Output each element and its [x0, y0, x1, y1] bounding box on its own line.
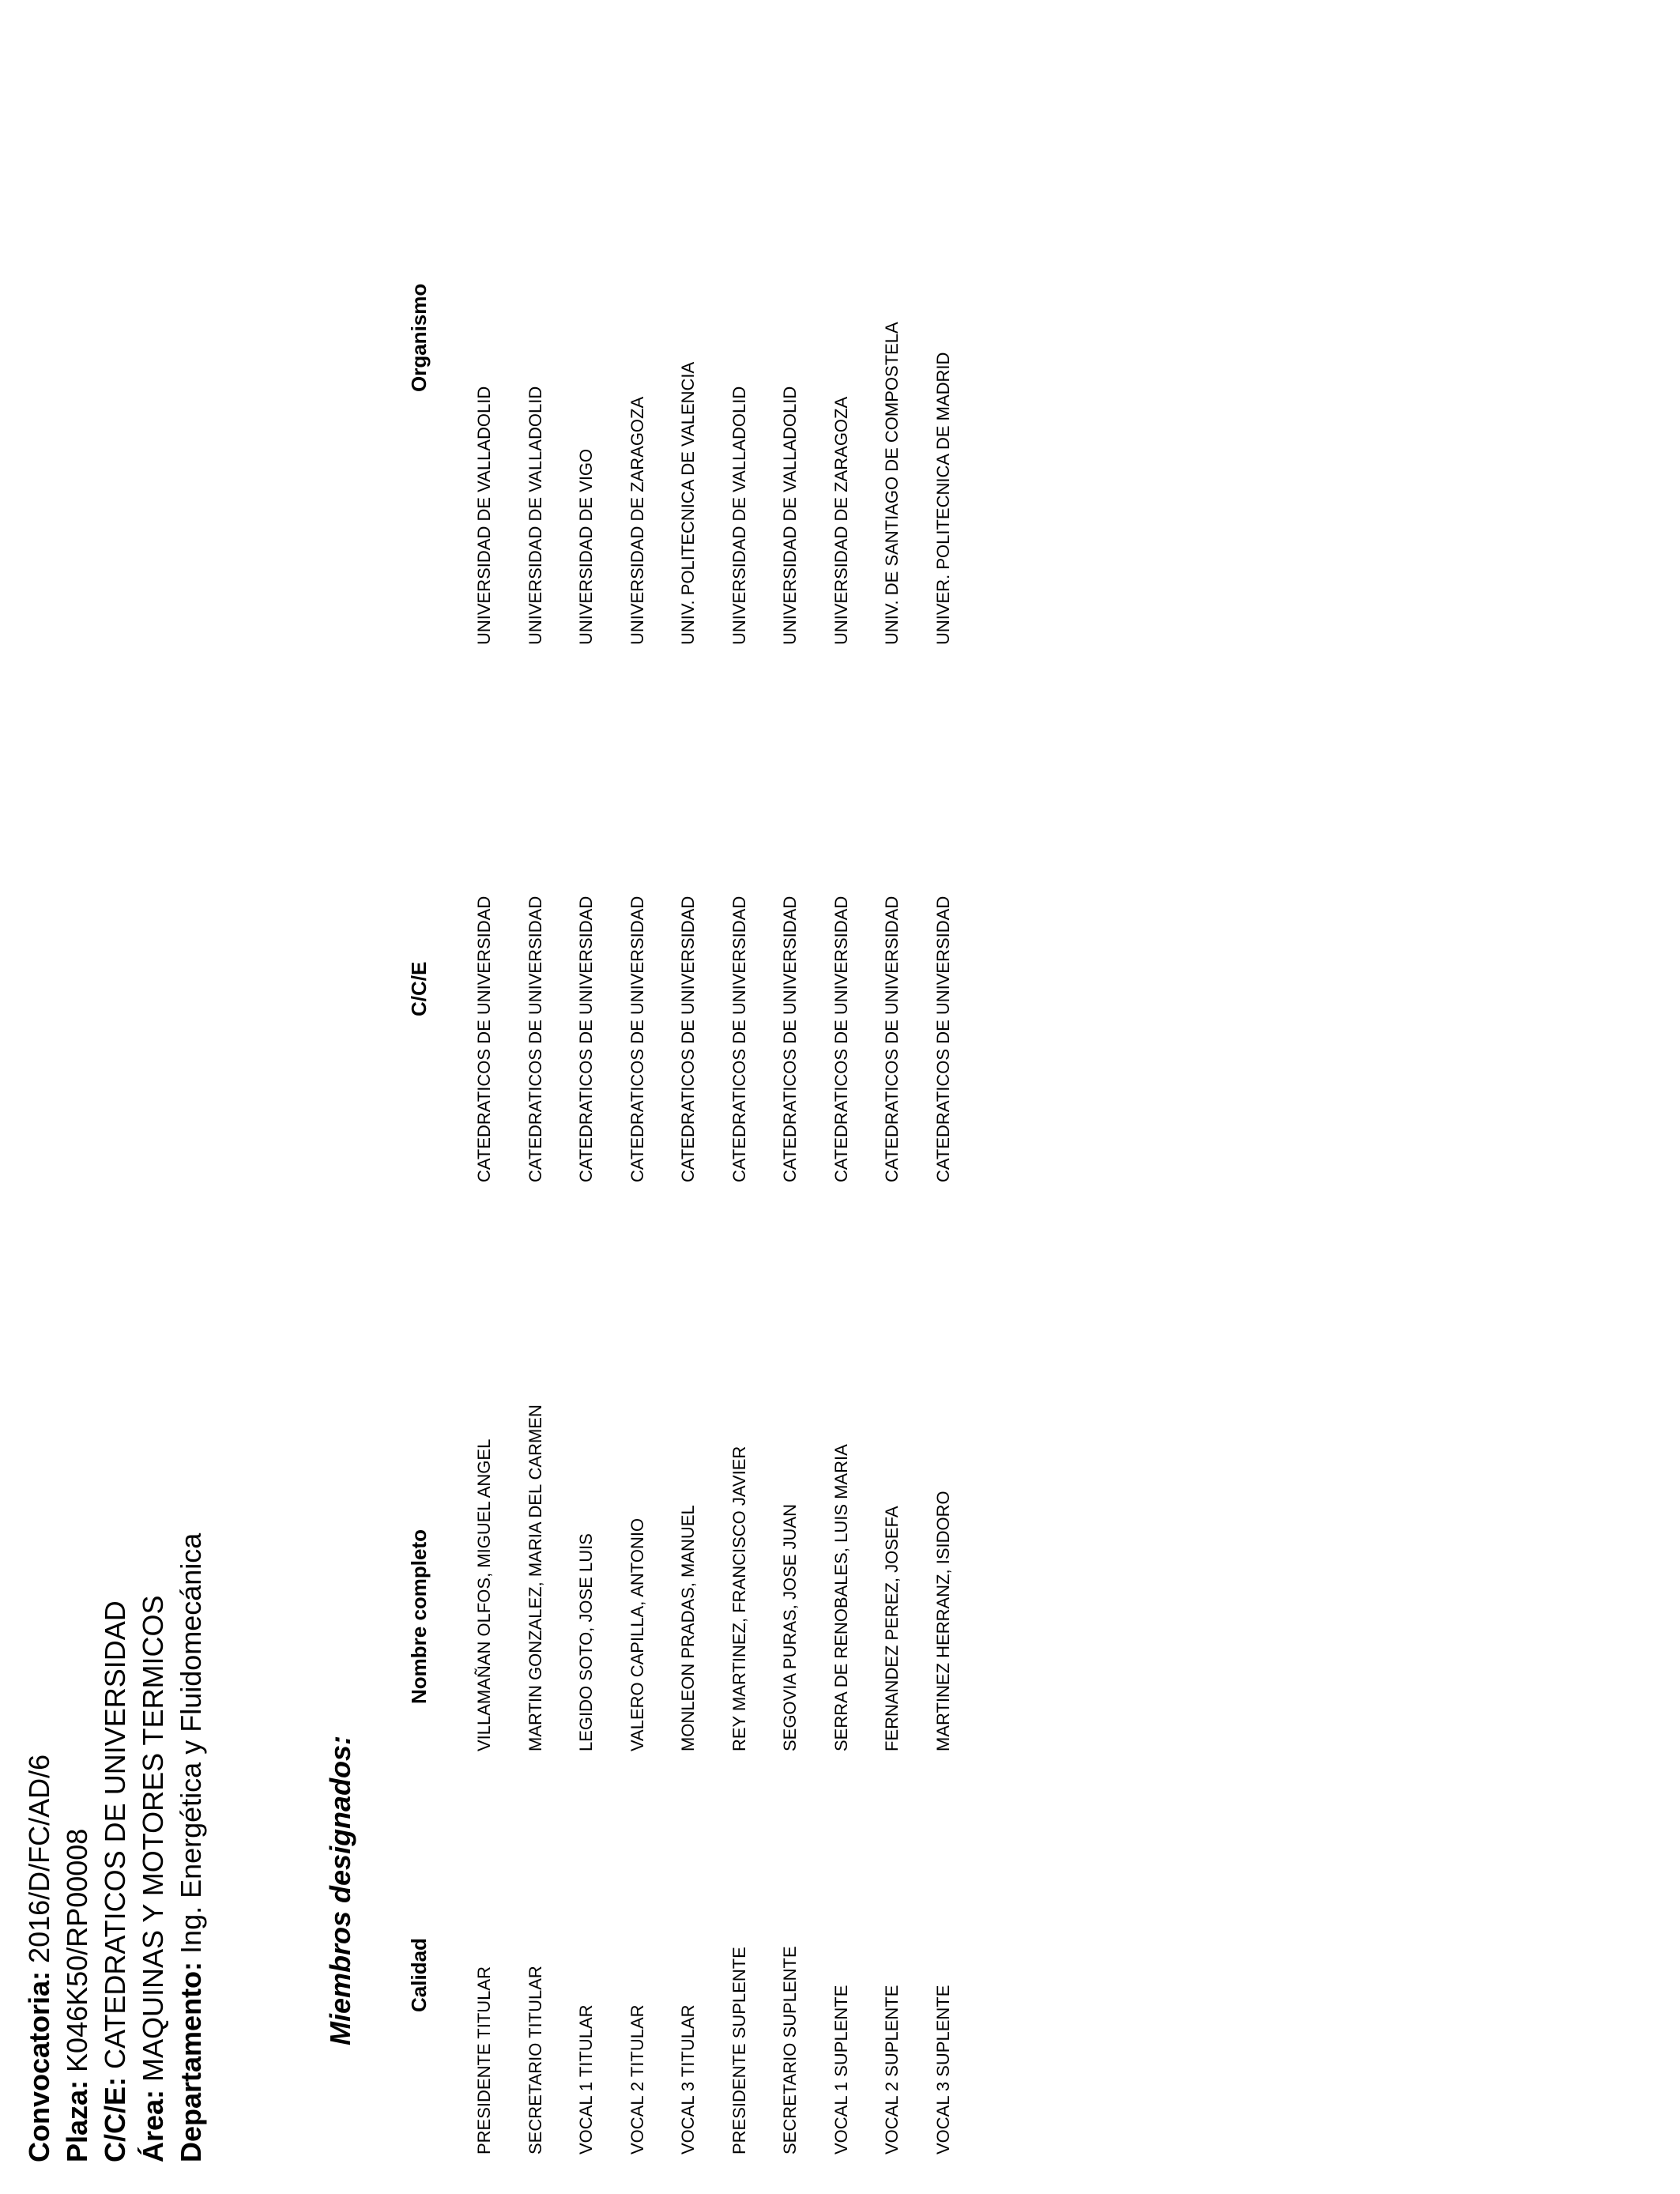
cell-calidad: VOCAL 1 SUPLENTE: [831, 1985, 851, 2154]
cell-nombre: MARTIN GONZALEZ, MARIA DEL CARMEN: [525, 1404, 545, 1751]
cell-organismo: UNIVERSIDAD DE VIGO: [576, 448, 596, 645]
header-value: CATEDRATICOS DE UNIVERSIDAD: [99, 1600, 131, 2077]
header-label: Convocatoria:: [23, 1970, 55, 2162]
cell-organismo: UNIVER. POLITECNICA DE MADRID: [932, 352, 953, 645]
cell-cce: CATEDRATICOS DE UNIVERSIDAD: [882, 895, 902, 1182]
cell-organismo: UNIVERSIDAD DE VALLADOLID: [780, 386, 800, 645]
cell-calidad: VOCAL 3 TITULAR: [678, 2004, 698, 2154]
cell-cce: CATEDRATICOS DE UNIVERSIDAD: [678, 895, 698, 1182]
cell-calidad: SECRETARIO SUPLENTE: [780, 1946, 800, 2154]
section-title: Miembros designados:: [324, 1735, 356, 2045]
cell-cce: CATEDRATICOS DE UNIVERSIDAD: [780, 895, 800, 1182]
col-header-nombre: Nombre completo: [407, 1529, 431, 1704]
cell-calidad: VOCAL 3 SUPLENTE: [932, 1985, 953, 2154]
cell-cce: CATEDRATICOS DE UNIVERSIDAD: [474, 895, 494, 1182]
header-value: 2016/D/FC/AD/6: [23, 1754, 55, 1971]
cell-nombre: VALERO CAPILLA, ANTONIO: [627, 1517, 647, 1751]
cell-cce: CATEDRATICOS DE UNIVERSIDAD: [932, 895, 953, 1182]
cell-calidad: VOCAL 2 TITULAR: [627, 2004, 647, 2154]
cell-nombre: MARTINEZ HERRANZ, ISIDORO: [932, 1491, 953, 1751]
header-label: C/C/E:: [99, 2077, 131, 2162]
cell-cce: CATEDRATICOS DE UNIVERSIDAD: [729, 895, 749, 1182]
cell-cce: CATEDRATICOS DE UNIVERSIDAD: [627, 895, 647, 1182]
cell-organismo: UNIVERSIDAD DE ZARAGOZA: [627, 396, 647, 645]
col-header-cce: C/C/E: [407, 961, 431, 1016]
col-header-calidad: Calidad: [407, 1938, 431, 2012]
cell-calidad: VOCAL 1 TITULAR: [576, 2004, 596, 2154]
cell-cce: CATEDRATICOS DE UNIVERSIDAD: [576, 895, 596, 1182]
cell-organismo: UNIVERSIDAD DE VALLADOLID: [525, 386, 545, 645]
header-value: K046K50/RP00008: [61, 1828, 93, 2080]
cell-nombre: VILLAMAÑAN OLFOS, MIGUEL ANGEL: [474, 1438, 494, 1751]
header-value: MAQUINAS Y MOTORES TERMICOS: [137, 1595, 169, 2090]
cell-organismo: UNIVERSIDAD DE ZARAGOZA: [831, 396, 851, 645]
cell-nombre: SERRA DE RENOBALES, LUIS MARIA: [831, 1444, 851, 1751]
cell-organismo: UNIVERSIDAD DE VALLADOLID: [474, 386, 494, 645]
header-label: Plaza:: [61, 2079, 93, 2162]
departamento-line: [175, 1533, 207, 2162]
cell-calidad: PRESIDENTE SUPLENTE: [729, 1947, 749, 2154]
header-label: Área:: [137, 2089, 169, 2162]
cell-organismo: UNIVERSIDAD DE VALLADOLID: [729, 386, 749, 645]
plaza-line: [62, 1829, 93, 2162]
cell-nombre: MONLEON PRADAS, MANUEL: [678, 1505, 698, 1751]
header-label: Departamento:: [175, 1961, 207, 2162]
convocatoria-line: [24, 1755, 55, 2162]
cell-nombre: REY MARTINEZ, FRANCISCO JAVIER: [729, 1446, 749, 1751]
cell-cce: CATEDRATICOS DE UNIVERSIDAD: [831, 895, 851, 1182]
area-line: [137, 1596, 169, 2163]
cell-organismo: UNIV. DE SANTIAGO DE COMPOSTELA: [882, 322, 902, 645]
cell-calidad: SECRETARIO TITULAR: [525, 1966, 545, 2154]
cell-nombre: SEGOVIA PURAS, JOSE JUAN: [780, 1504, 800, 1751]
cell-organismo: UNIV. POLITECNICA DE VALENCIA: [678, 361, 698, 645]
cell-nombre: LEGIDO SOTO, JOSE LUIS: [576, 1533, 596, 1751]
cell-calidad: PRESIDENTE TITULAR: [474, 1966, 494, 2154]
cell-calidad: VOCAL 2 SUPLENTE: [882, 1985, 902, 2154]
cce-line: [100, 1600, 131, 2162]
col-header-organismo: Organismo: [407, 283, 431, 392]
header-value: Ing. Energética y Fluidomecánica: [175, 1532, 207, 1962]
cell-nombre: FERNANDEZ PEREZ, JOSEFA: [882, 1506, 902, 1751]
cell-cce: CATEDRATICOS DE UNIVERSIDAD: [525, 895, 545, 1182]
